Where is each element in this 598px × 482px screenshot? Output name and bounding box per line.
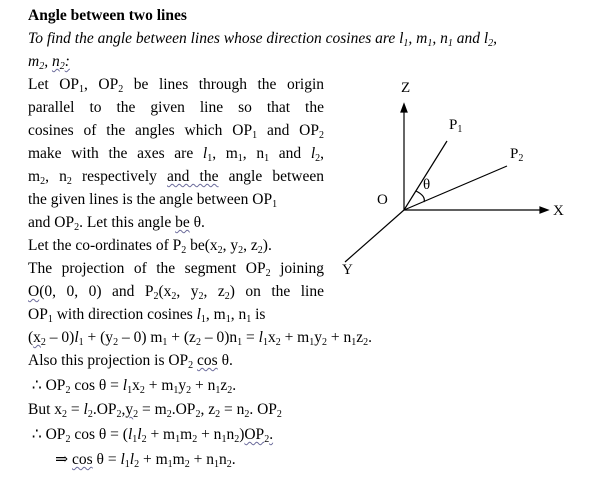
theta-label: θ (423, 177, 431, 193)
y-axis (345, 210, 404, 262)
origin-label: O (377, 192, 388, 208)
op1-line (404, 141, 447, 210)
text-line-10: O(0, 0, 0) and $P_2(x_2$, $y_2$, $z_2$) on the line (28, 283, 324, 302)
p2-label: $P_2$ (510, 146, 524, 164)
text-line-2: parallel to the given line so that the (28, 99, 324, 116)
text-line-9: The projection of the segment $OP_2$ joining (28, 260, 324, 279)
text-line-1: Let $OP_1$, $OP_2$ be lines through the origin (28, 76, 324, 95)
z-label: Z (401, 80, 411, 96)
text-line-12: $(x_2 - 0)l_1 + (y_2 - 0) m_1 + (z_2 - 0)n_1 = l_1x_2 + m_1y_2 + n_1z_2$. (28, 329, 373, 348)
intro-line-2: $m_2$, $n_2$: (28, 53, 70, 72)
heading: Angle between two lines (28, 7, 187, 24)
text-line-11: $OP_1$ with direction cosines $l_1$, $m_1$, $n_1$ is (28, 306, 266, 325)
text-line-4: make with the axes are $l_1$, $m_1$, $n_1$ and $l_2$, (28, 145, 324, 164)
text-line-6: the given lines is the angle between $OP_1$ (28, 191, 278, 210)
text-line-7: and $OP_2$. Let this angle be θ. (28, 214, 205, 233)
x-arrowhead (540, 207, 548, 213)
p1-label: $P_1$ (449, 117, 463, 135)
text-line-17: ⇒ $\cos \theta = l_1l_2 + m_1m_2 + n_1n_2$. (28, 451, 236, 470)
text-line-8: Let the co-ordinates of $P_2$ $be(x_2$, $y_2$, $z_2$). (28, 237, 272, 256)
text-line-5: $m_2$, $n_2$ respectively and the angle between (28, 168, 324, 187)
text-line-15: But $x_2 = l_2.OP_2,y_2 = m_2.OP_2$, $z_2 = n_2$. $OP_2$ (28, 401, 282, 420)
intro-line-1: To find the angle between lines whose direction cosines are $l_1$, $m_1$, $n_1$ and $l_2$, (28, 30, 498, 49)
text-line-16: ∴ $OP_2$ $\cos \theta = (l_1l_2 + m_1m_2 + n_1n_2)OP_2$. (28, 426, 274, 445)
x-label: X (553, 203, 564, 219)
op2-line (404, 166, 507, 210)
text-line-3: cosines of the angles which $OP_1$ and $OP_2$ (28, 122, 324, 141)
text-line-13: Also this projection is $OP_2$ cos θ. (28, 352, 233, 371)
z-arrowhead (401, 104, 407, 112)
text-line-14: ∴ $OP_2$ $\cos \theta = l_1x_2 + m_1y_2 + n_1z_2$. (28, 377, 237, 396)
y-label: Y (342, 262, 353, 278)
